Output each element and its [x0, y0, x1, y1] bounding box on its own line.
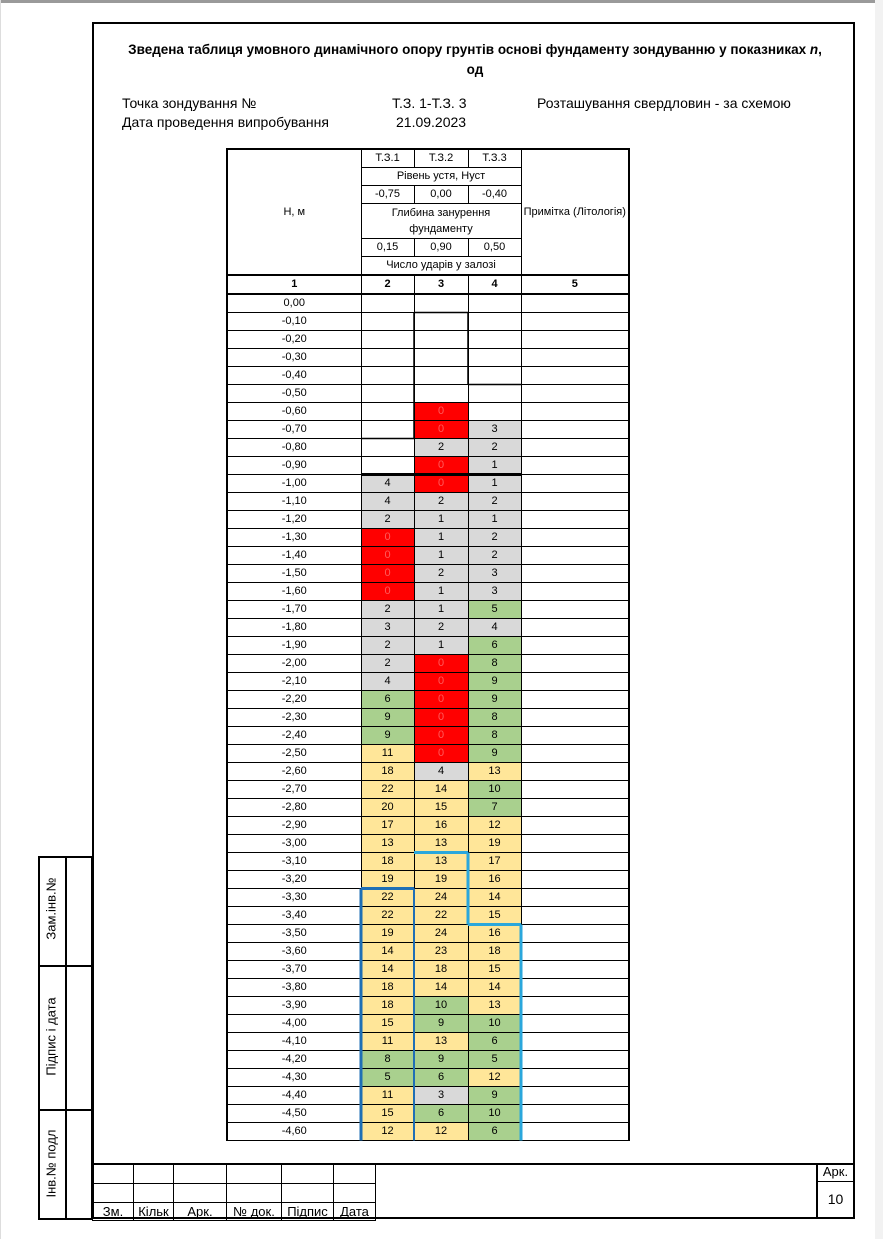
blow-count-cell: 18: [361, 853, 414, 871]
date-label: Дата проведення випробування: [122, 114, 329, 130]
blow-count-cell: 6: [414, 1069, 468, 1087]
blow-count-cell: 18: [361, 997, 414, 1015]
point-value: Т.З. 1-Т.З. 3: [392, 95, 467, 111]
blow-count-cell: 6: [468, 1123, 521, 1141]
depth-cell: -0,50: [227, 385, 361, 403]
depth-cell: -1,90: [227, 637, 361, 655]
col-number-5: 5: [521, 275, 629, 294]
blow-count-cell: 13: [414, 1033, 468, 1051]
blow-count-cell: 18: [361, 763, 414, 781]
blow-count-cell: 9: [468, 691, 521, 709]
blow-count-cell: 1: [414, 583, 468, 601]
depth-cell: -1,30: [227, 529, 361, 547]
blow-count-cell: 14: [468, 979, 521, 997]
depth-cell: -1,10: [227, 493, 361, 511]
blow-count-cell: 13: [468, 763, 521, 781]
blow-count-cell: 2: [361, 655, 414, 673]
depth-cell: -3,60: [227, 943, 361, 961]
header-depth-1: 0,15: [361, 239, 414, 257]
blow-count-cell: 10: [414, 997, 468, 1015]
depth-cell: -4,00: [227, 1015, 361, 1033]
depth-cell: -1,80: [227, 619, 361, 637]
header-note-label: Примітка (Літологія): [523, 205, 626, 218]
depth-cell: -2,80: [227, 799, 361, 817]
depth-cell: -0,30: [227, 349, 361, 367]
tb-ark-number: 10: [827, 1191, 844, 1207]
blow-count-cell: 14: [414, 781, 468, 799]
blow-count-cell: 15: [361, 1105, 414, 1123]
blow-count-cell: 1: [414, 547, 468, 565]
depth-cell: -0,70: [227, 421, 361, 439]
blow-count-cell: 3: [468, 421, 521, 439]
depth-cell: -0,10: [227, 313, 361, 331]
blow-count-cell: 0: [361, 583, 414, 601]
blow-count-cell: 10: [468, 781, 521, 799]
tb-zm: Зм.: [93, 1202, 134, 1220]
tb-data: Дата: [334, 1202, 376, 1220]
title-comma: ,: [818, 42, 822, 57]
depth-cell: -3,40: [227, 907, 361, 925]
blow-count-cell: 2: [414, 565, 468, 583]
depth-cell: 0,00: [227, 294, 361, 313]
blow-count-cell: 9: [468, 1087, 521, 1105]
depth-cell: -2,70: [227, 781, 361, 799]
col-number-1: 1: [227, 275, 361, 294]
blow-count-cell: 14: [361, 961, 414, 979]
blow-count-cell: 0: [414, 691, 468, 709]
blow-count-cell: 16: [468, 925, 521, 943]
blow-count-cell: 20: [361, 799, 414, 817]
blow-count-cell: 9: [361, 727, 414, 745]
blow-count-cell: 6: [414, 1105, 468, 1123]
header-point-1: Т.З.1: [361, 149, 414, 168]
blow-count-cell: 3: [468, 583, 521, 601]
header-blows-label: Число ударів у залозі: [361, 257, 521, 276]
blow-count-cell: 10: [468, 1015, 521, 1033]
header-level-1: -0,75: [361, 186, 414, 204]
blow-count-cell: 8: [468, 709, 521, 727]
blow-count-cell: 1: [414, 637, 468, 655]
depth-cell: -4,40: [227, 1087, 361, 1105]
blow-count-cell: 9: [468, 673, 521, 691]
blow-count-cell: 12: [468, 817, 521, 835]
depth-cell: -2,60: [227, 763, 361, 781]
side-stamp: [38, 856, 93, 1220]
blow-count-cell: 0: [414, 457, 468, 475]
depth-cell: -4,60: [227, 1123, 361, 1141]
title-block-grid: [92, 1163, 376, 1221]
date-value: 21.09.2023: [396, 114, 467, 130]
blow-count-cell: 2: [468, 439, 521, 457]
blow-count-cell: 8: [468, 655, 521, 673]
blow-count-cell: 13: [414, 835, 468, 853]
depth-cell: -4,50: [227, 1105, 361, 1123]
depth-cell: -2,00: [227, 655, 361, 673]
blow-count-cell: 13: [361, 835, 414, 853]
blow-count-cell: 22: [414, 907, 468, 925]
blow-count-cell: 0: [361, 565, 414, 583]
header-h: Н, м: [227, 149, 361, 275]
location-note: Розташування свердловин - за схемою: [537, 95, 791, 111]
depth-cell: -3,90: [227, 997, 361, 1015]
blow-count-cell: 12: [468, 1069, 521, 1087]
blow-count-cell: 1: [468, 457, 521, 475]
blow-count-cell: 1: [468, 475, 521, 493]
title-line-2: од: [466, 62, 484, 77]
depth-cell: -3,20: [227, 871, 361, 889]
blow-count-cell: 14: [414, 979, 468, 997]
blow-count-cell: 4: [361, 493, 414, 511]
blow-count-cell: 6: [468, 1033, 521, 1051]
point-label: Точка зондування №: [122, 95, 257, 111]
col-number-4: 4: [468, 275, 521, 294]
blow-count-cell: 1: [414, 511, 468, 529]
depth-cell: -3,00: [227, 835, 361, 853]
blow-count-cell: 1: [468, 511, 521, 529]
blow-count-cell: 4: [361, 673, 414, 691]
header-depth-3: 0,50: [468, 239, 521, 257]
depth-cell: -3,30: [227, 889, 361, 907]
tb-top-line: [375, 1163, 855, 1165]
blow-count-cell: 16: [468, 871, 521, 889]
blow-count-cell: 0: [414, 475, 468, 493]
blow-count-cell: 2: [468, 493, 521, 511]
blow-count-cell: 4: [414, 763, 468, 781]
blow-count-cell: 0: [414, 673, 468, 691]
depth-cell: -2,30: [227, 709, 361, 727]
blow-count-cell: 2: [468, 547, 521, 565]
tb-ark: Арк.: [174, 1202, 227, 1220]
blow-count-cell: 0: [414, 709, 468, 727]
blow-count-cell: 2: [468, 529, 521, 547]
blow-count-cell: 1: [414, 601, 468, 619]
title-n-symbol: n: [809, 42, 819, 57]
header-level-2: 0,00: [414, 186, 468, 204]
blow-count-cell: 10: [468, 1105, 521, 1123]
depth-cell: -0,20: [227, 331, 361, 349]
blow-count-cell: 9: [468, 745, 521, 763]
blow-count-cell: 15: [468, 961, 521, 979]
blow-count-cell: 14: [361, 943, 414, 961]
title-line-1: Зведена таблиця умовного динамічного опору грунтів основі фундаменту зондуванню у показниках: [128, 42, 807, 57]
blow-count-cell: 19: [468, 835, 521, 853]
blow-count-cell: 15: [414, 799, 468, 817]
blow-count-cell: 12: [414, 1123, 468, 1141]
depth-cell: -0,60: [227, 403, 361, 421]
blow-count-cell: 3: [361, 619, 414, 637]
blow-count-cell: 2: [414, 493, 468, 511]
side-stamp-sep-1: [38, 965, 93, 967]
blow-count-cell: 0: [414, 403, 468, 421]
depth-cell: -2,40: [227, 727, 361, 745]
blow-count-cell: 17: [468, 853, 521, 871]
depth-cell: -2,90: [227, 817, 361, 835]
blow-count-cell: 0: [361, 529, 414, 547]
blow-count-cell: 23: [414, 943, 468, 961]
blow-count-cell: 19: [361, 871, 414, 889]
depth-cell: -1,20: [227, 511, 361, 529]
blow-count-cell: 6: [468, 637, 521, 655]
side-stamp-divider: [65, 856, 67, 1220]
blow-count-cell: 2: [361, 601, 414, 619]
blow-count-cell: 22: [361, 889, 414, 907]
tb-ark-sep: [818, 1181, 853, 1182]
blow-count-cell: 1: [414, 529, 468, 547]
blow-count-cell: 12: [361, 1123, 414, 1141]
blow-count-cell: 19: [361, 925, 414, 943]
blow-count-cell: 5: [361, 1069, 414, 1087]
blow-count-cell: 4: [361, 475, 414, 493]
blow-count-cell: 2: [414, 619, 468, 637]
blow-count-cell: 6: [361, 691, 414, 709]
depth-cell: -2,50: [227, 745, 361, 763]
blow-count-cell: 3: [468, 565, 521, 583]
header-point-3: Т.З.3: [468, 149, 521, 168]
blow-count-cell: 4: [468, 619, 521, 637]
header-depth-2: 0,90: [414, 239, 468, 257]
side-label-zam: Зам.інв.№: [43, 877, 59, 940]
blow-count-cell: 0: [414, 421, 468, 439]
header-point-2: Т.З.2: [414, 149, 468, 168]
tb-ark-label: Арк.: [822, 1164, 849, 1179]
blow-count-cell: 5: [468, 601, 521, 619]
blow-count-cell: 0: [414, 727, 468, 745]
depth-cell: -4,20: [227, 1051, 361, 1069]
blow-count-cell: 9: [361, 709, 414, 727]
col-number-3: 3: [414, 275, 468, 294]
blow-count-cell: 24: [414, 925, 468, 943]
depth-cell: -1,60: [227, 583, 361, 601]
blow-count-cell: 3: [414, 1087, 468, 1105]
blow-count-cell: 16: [414, 817, 468, 835]
blow-count-cell: 22: [361, 907, 414, 925]
blow-count-cell: 24: [414, 889, 468, 907]
depth-cell: -1,70: [227, 601, 361, 619]
blow-count-cell: 2: [361, 511, 414, 529]
depth-cell: -1,40: [227, 547, 361, 565]
blow-count-cell: 11: [361, 745, 414, 763]
blow-count-cell: 11: [361, 1087, 414, 1105]
blow-count-cell: 2: [361, 637, 414, 655]
blow-count-cell: 18: [361, 979, 414, 997]
blow-count-cell: 22: [361, 781, 414, 799]
blow-count-cell: 8: [361, 1051, 414, 1069]
blow-count-cell: 8: [468, 727, 521, 745]
depth-cell: -1,00: [227, 475, 361, 493]
blow-count-cell: 15: [361, 1015, 414, 1033]
blow-count-cell: 17: [361, 817, 414, 835]
depth-cell: -4,30: [227, 1069, 361, 1087]
blow-count-cell: 0: [414, 655, 468, 673]
blow-count-cell: 0: [361, 547, 414, 565]
blow-count-cell: 2: [414, 439, 468, 457]
depth-cell: -1,50: [227, 565, 361, 583]
blow-count-cell: 11: [361, 1033, 414, 1051]
blow-count-cell: 9: [414, 1015, 468, 1033]
depth-cell: -2,20: [227, 691, 361, 709]
blow-count-cell: 9: [414, 1051, 468, 1069]
blow-count-cell: 13: [468, 997, 521, 1015]
depth-cell: -3,10: [227, 853, 361, 871]
blow-count-cell: 19: [414, 871, 468, 889]
side-label-inv: Інв.№ подл: [43, 1129, 59, 1198]
col-number-2: 2: [361, 275, 414, 294]
blow-count-cell: 13: [414, 853, 468, 871]
blow-count-cell: 5: [468, 1051, 521, 1069]
depth-cell: -3,70: [227, 961, 361, 979]
side-label-pidpys: Підпис і дата: [43, 997, 59, 1076]
depth-cell: -0,40: [227, 367, 361, 385]
blow-count-cell: 7: [468, 799, 521, 817]
depth-cell: -2,10: [227, 673, 361, 691]
blow-count-cell: 15: [468, 907, 521, 925]
depth-cell: -3,80: [227, 979, 361, 997]
tb-pidpys: Підпис: [282, 1202, 334, 1220]
header-level-3: -0,40: [468, 186, 521, 204]
blow-count-cell: 18: [468, 943, 521, 961]
depth-cell: -0,80: [227, 439, 361, 457]
blow-count-cell: 18: [414, 961, 468, 979]
tb-ndoc: № док.: [227, 1202, 282, 1220]
title-block: [92, 1163, 855, 1219]
header-depth-label: Глибина занурення фундаменту: [361, 204, 521, 239]
depth-cell: -0,90: [227, 457, 361, 475]
header-level-label: Рівень устя, Нуст: [361, 168, 521, 186]
depth-cell: -4,10: [227, 1033, 361, 1051]
blow-count-cell: 0: [414, 745, 468, 763]
depth-cell: -3,50: [227, 925, 361, 943]
blow-count-cell: 14: [468, 889, 521, 907]
tb-kilk: Кільк: [134, 1202, 174, 1220]
